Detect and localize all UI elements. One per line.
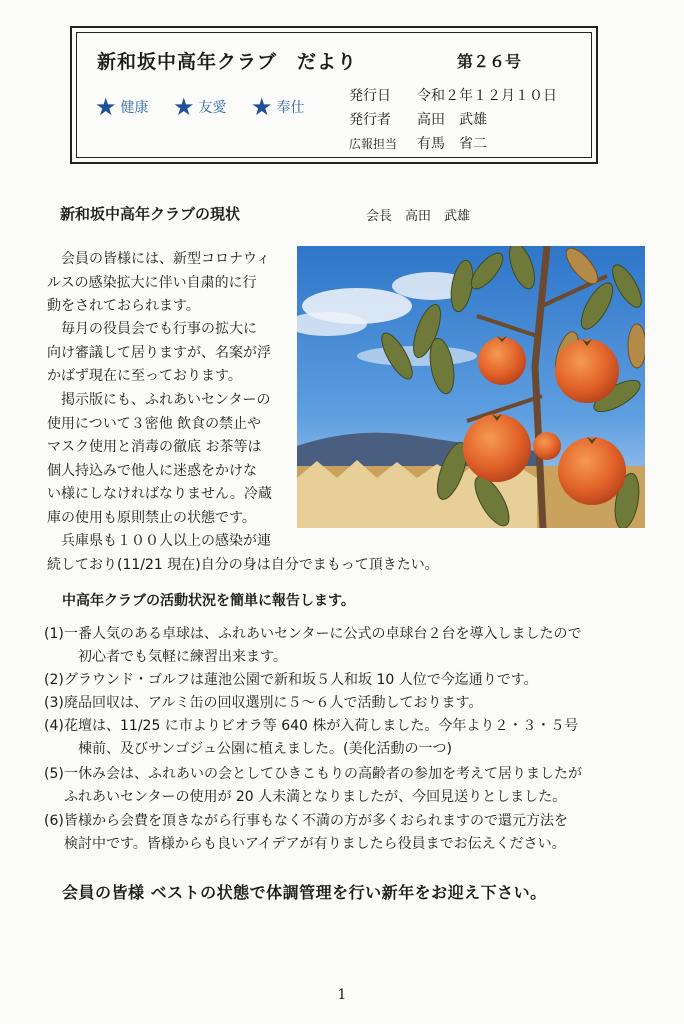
pr-name: 有馬 省二 bbox=[417, 136, 487, 152]
item-number: (6) bbox=[44, 813, 64, 829]
motto-label: 健康 bbox=[120, 100, 149, 116]
publish-date-label: 発行日 bbox=[349, 88, 391, 104]
motto-service bbox=[251, 95, 305, 119]
header-inner-border bbox=[76, 32, 592, 158]
publisher-label: 発行者 bbox=[349, 112, 391, 128]
text-line: 掲示版にも、ふれあいセンターの bbox=[61, 392, 271, 408]
text-line: 続しており(11/21 現在)自分の身は自分でまもって頂きたい。 bbox=[47, 556, 439, 573]
persimmon-illustration bbox=[297, 246, 645, 528]
report-intro: 中高年クラブの活動状況を簡単に報告します。 bbox=[62, 593, 355, 609]
item-text-continued: 棟前、及びサンゴジュ公園に植えました。(美化活動の一つ) bbox=[78, 741, 452, 757]
item-number: (5) bbox=[44, 766, 64, 782]
motto-friendship bbox=[173, 95, 227, 119]
persimmon-tree-photo bbox=[297, 246, 645, 528]
item-text: 一番人気のある卓球は、ふれあいセンターに公式の卓球台２台を導入しましたので bbox=[64, 626, 582, 642]
publisher-row bbox=[349, 109, 487, 129]
publish-date: 令和２年１２月１０日 bbox=[417, 88, 557, 104]
item-text-continued: 初心者でも気軽に練習出来ます。 bbox=[78, 649, 287, 665]
newsletter-header bbox=[70, 26, 598, 164]
pr-row bbox=[349, 133, 487, 153]
item-text: 花壇は、11/25 に市よりビオラ等 640 株が入荷しました。今年より２・３・５号 bbox=[64, 718, 579, 734]
text-line: 兵庫県も１００人以上の感染が連 bbox=[61, 533, 271, 549]
pr-label: 広報担当 bbox=[349, 137, 398, 151]
report-item-3 bbox=[44, 692, 654, 715]
article-paragraph-1 bbox=[47, 248, 295, 319]
item-text: 一休み会は、ふれあいの会としてひきこもりの高齢者の参加を考えて居りましたが bbox=[64, 766, 582, 782]
publish-date-row bbox=[349, 85, 557, 105]
text-line: 庫の使用も原則禁止の状態です。 bbox=[47, 509, 256, 526]
article-paragraph-3 bbox=[47, 389, 295, 530]
text-line: 個人持込みで他人に迷惑をかけな bbox=[47, 462, 257, 479]
text-line: 向け審議して居りますが、名案が浮 bbox=[47, 344, 271, 361]
star-icon: ★ bbox=[95, 93, 117, 121]
closing-message: 会員の皆様 ベストの状態で体調管理を行い新年をお迎え下さい。 bbox=[62, 883, 547, 902]
article-author: 会長 高田 武雄 bbox=[366, 209, 471, 224]
star-icon: ★ bbox=[251, 93, 273, 121]
newsletter-title: 新和坂中高年クラブ だより bbox=[97, 51, 358, 73]
report-item-4 bbox=[44, 715, 654, 761]
text-line: 会員の皆様には、新型コロナウィ bbox=[61, 251, 271, 267]
motto-label: 友愛 bbox=[198, 100, 227, 116]
text-line: 毎月の役員会でも行事の拡大に bbox=[61, 321, 257, 337]
report-item-6 bbox=[44, 810, 654, 856]
text-line: 動をされておられます。 bbox=[47, 298, 200, 314]
star-icon: ★ bbox=[173, 93, 195, 121]
article-title: 新和坂中高年クラブの現状 bbox=[60, 205, 241, 223]
item-number: (4) bbox=[44, 718, 64, 734]
text-line: 使用について３密他 飲食の禁止や bbox=[47, 415, 262, 432]
text-line: ルスの感染拡大に伴い自粛的に行 bbox=[47, 274, 257, 291]
item-number: (1) bbox=[44, 626, 64, 642]
item-text: 廃品回収は、アルミ缶の回収選別に５〜６人で活動しております。 bbox=[64, 695, 483, 711]
article-paragraph-4 bbox=[47, 530, 647, 577]
motto-label: 奉仕 bbox=[276, 100, 305, 116]
report-item-1 bbox=[44, 623, 654, 669]
item-text: 皆様から会費を頂きながら行事もなく不満の方が多くおられますので還元方法を bbox=[64, 813, 568, 829]
report-item-5 bbox=[44, 763, 654, 809]
page-number: 1 bbox=[337, 987, 347, 1003]
text-line: マスク使用と消毒の徹底 お茶等は bbox=[47, 439, 262, 455]
text-line: い様にしなければなりません。冷蔵 bbox=[47, 486, 272, 502]
item-number: (2) bbox=[44, 672, 64, 688]
item-text-continued: ふれあいセンターの使用が 20 人未満となりましたが、今回見送りとしました。 bbox=[64, 789, 567, 805]
item-number: (3) bbox=[44, 695, 64, 711]
item-text: グラウンド・ゴルフは蓮池公園で新和坂５人和坂 10 人位で今迄通りです。 bbox=[64, 672, 538, 688]
item-text-continued: 検討中です。皆様からも良いアイデアが有りましたら役員までお伝えください。 bbox=[64, 836, 566, 852]
article-paragraph-2 bbox=[47, 318, 295, 389]
motto-health bbox=[95, 95, 149, 119]
report-item-2 bbox=[44, 669, 654, 692]
publisher-name: 高田 武雄 bbox=[417, 112, 487, 128]
issue-number: 第２６号 bbox=[457, 52, 522, 71]
text-line: かばず現在に至っております。 bbox=[47, 368, 242, 384]
